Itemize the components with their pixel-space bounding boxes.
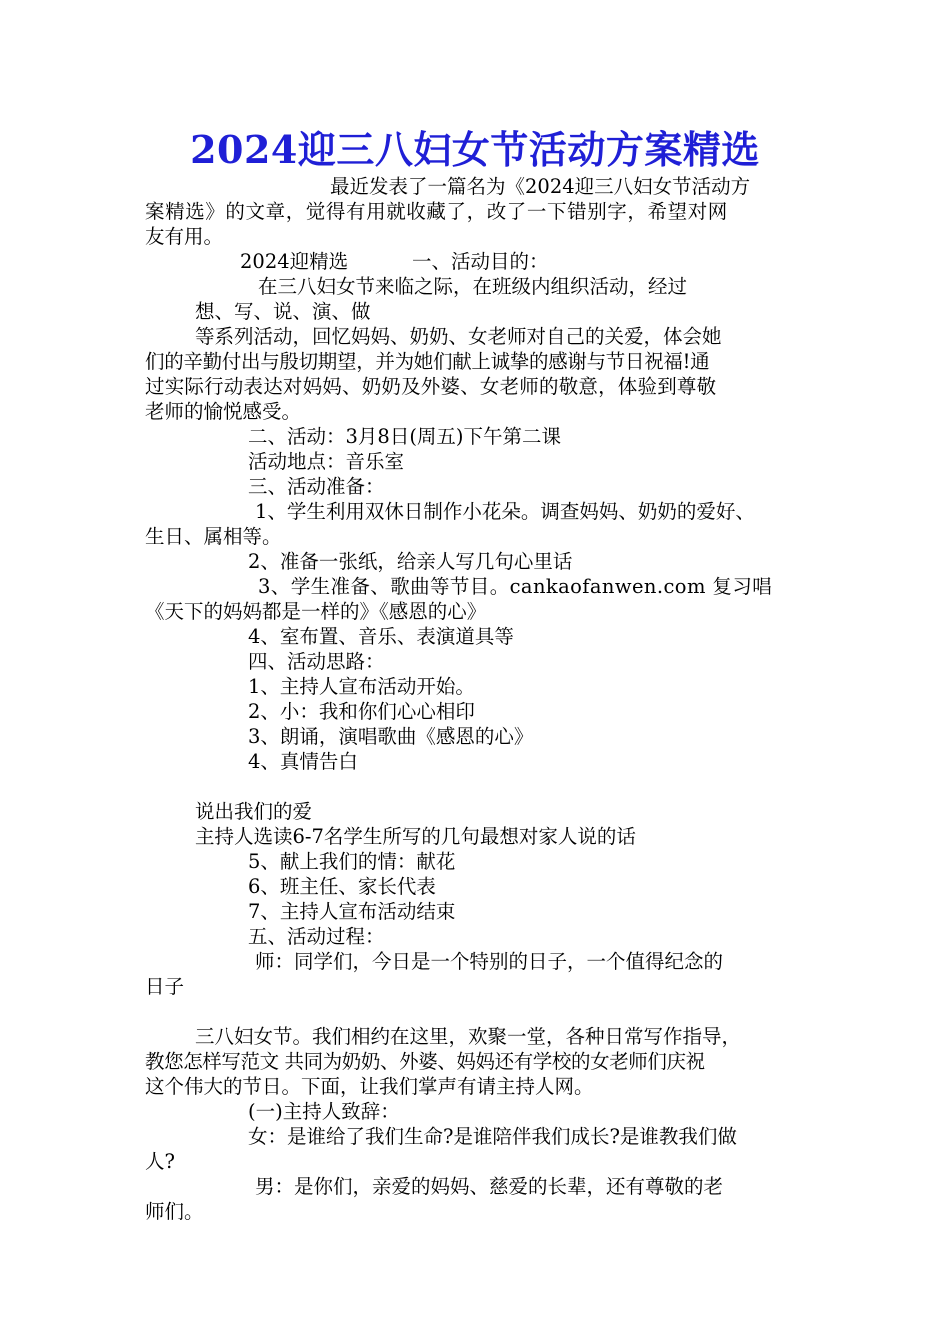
paragraph-line: 这个伟大的节日。下面，让我们掌声有请主持人网。: [145, 1075, 594, 1098]
paragraph-line: 过实际行动表达对妈妈、奶奶及外婆、女老师的敬意，体验到尊敬: [145, 375, 717, 398]
paragraph-line: 案精选》的文章，觉得有用就收藏了，改了一下错别字，希望对网: [145, 200, 728, 223]
section-heading: 五、活动过程：: [248, 925, 385, 948]
list-item: 6、班主任、家长代表: [248, 875, 436, 898]
paragraph-line: 生日、属相等。: [145, 525, 282, 548]
paragraph-line: 教您怎样写范文 共同为奶奶、外婆、妈妈还有学校的女老师们庆祝: [145, 1050, 705, 1073]
list-item: 2、小：我和你们心心相印: [248, 700, 475, 723]
paragraph-line: 师：同学们，今日是一个特别的日子，一个值得纪念的: [255, 950, 724, 973]
section-heading: 二、活动：3月8日(周五)下午第二课: [248, 425, 562, 448]
list-item: 1、学生利用双休日制作小花朵。调查妈妈、奶奶的爱好、: [255, 500, 755, 523]
section-heading: 三、活动准备：: [248, 475, 385, 498]
paragraph-line: 说出我们的爱: [195, 800, 313, 823]
paragraph-line: 在三八妇女节来临之际，在班级内组织活动，经过: [258, 275, 688, 298]
paragraph-line: 人?: [145, 1150, 175, 1173]
list-item: 5、献上我们的情：献花: [248, 850, 456, 873]
section-heading: 四、活动思路：: [248, 650, 385, 673]
paragraph-line: 师们。: [145, 1200, 204, 1223]
list-item: 7、主持人宣布活动结束: [248, 900, 456, 923]
paragraph-line: 最近发表了一篇名为《2024迎三八妇女节活动方: [330, 175, 751, 198]
section-heading: 一、活动目的：: [412, 250, 549, 273]
paragraph-line: 活动地点：音乐室: [248, 450, 405, 473]
list-item: 4、真情告白: [248, 750, 358, 773]
paragraph-line: 想、写、说、演、做: [195, 300, 371, 323]
paragraph-line: 2024迎精选: [240, 250, 349, 273]
paragraph-line: 老师的愉悦感受。: [145, 400, 302, 423]
paragraph-line: 们的辛勤付出与殷切期望，并为她们献上诚挚的感谢与节日祝福!通: [145, 350, 710, 373]
paragraph-line: 三八妇女节。我们相约在这里，欢聚一堂，各种日常写作指导，: [195, 1025, 742, 1048]
paragraph-line: 《天下的妈妈都是一样的》《感恩的心》: [145, 600, 487, 623]
paragraph-line: 友有用。: [145, 225, 224, 248]
dialogue-line: 女：是谁给了我们生命?是谁陪伴我们成长?是谁教我们做: [248, 1125, 737, 1148]
paragraph-line: 等系列活动，回忆妈妈、奶奶、女老师对自己的关爱，体会她: [195, 325, 722, 348]
paragraph-line: 日子: [145, 975, 185, 998]
list-item: 1、主持人宣布活动开始。: [248, 675, 475, 698]
section-heading: (一)主持人致辞：: [248, 1100, 400, 1123]
list-item: 2、准备一张纸，给亲人写几句心里话: [248, 550, 573, 573]
paragraph-line: 主持人选读6-7名学生所写的几句最想对家人说的话: [195, 825, 636, 848]
list-item: 3、学生准备、歌曲等节目。cankaofanwen.com 复习唱: [258, 575, 773, 598]
list-item: 3、朗诵，演唱歌曲《感恩的心》: [248, 725, 534, 748]
list-item: 4、室布置、音乐、表演道具等: [248, 625, 514, 648]
document-title: 2024迎三八妇女节活动方案精选: [190, 127, 760, 172]
dialogue-line: 男：是你们，亲爱的妈妈、慈爱的长辈，还有尊敬的老: [255, 1175, 724, 1198]
